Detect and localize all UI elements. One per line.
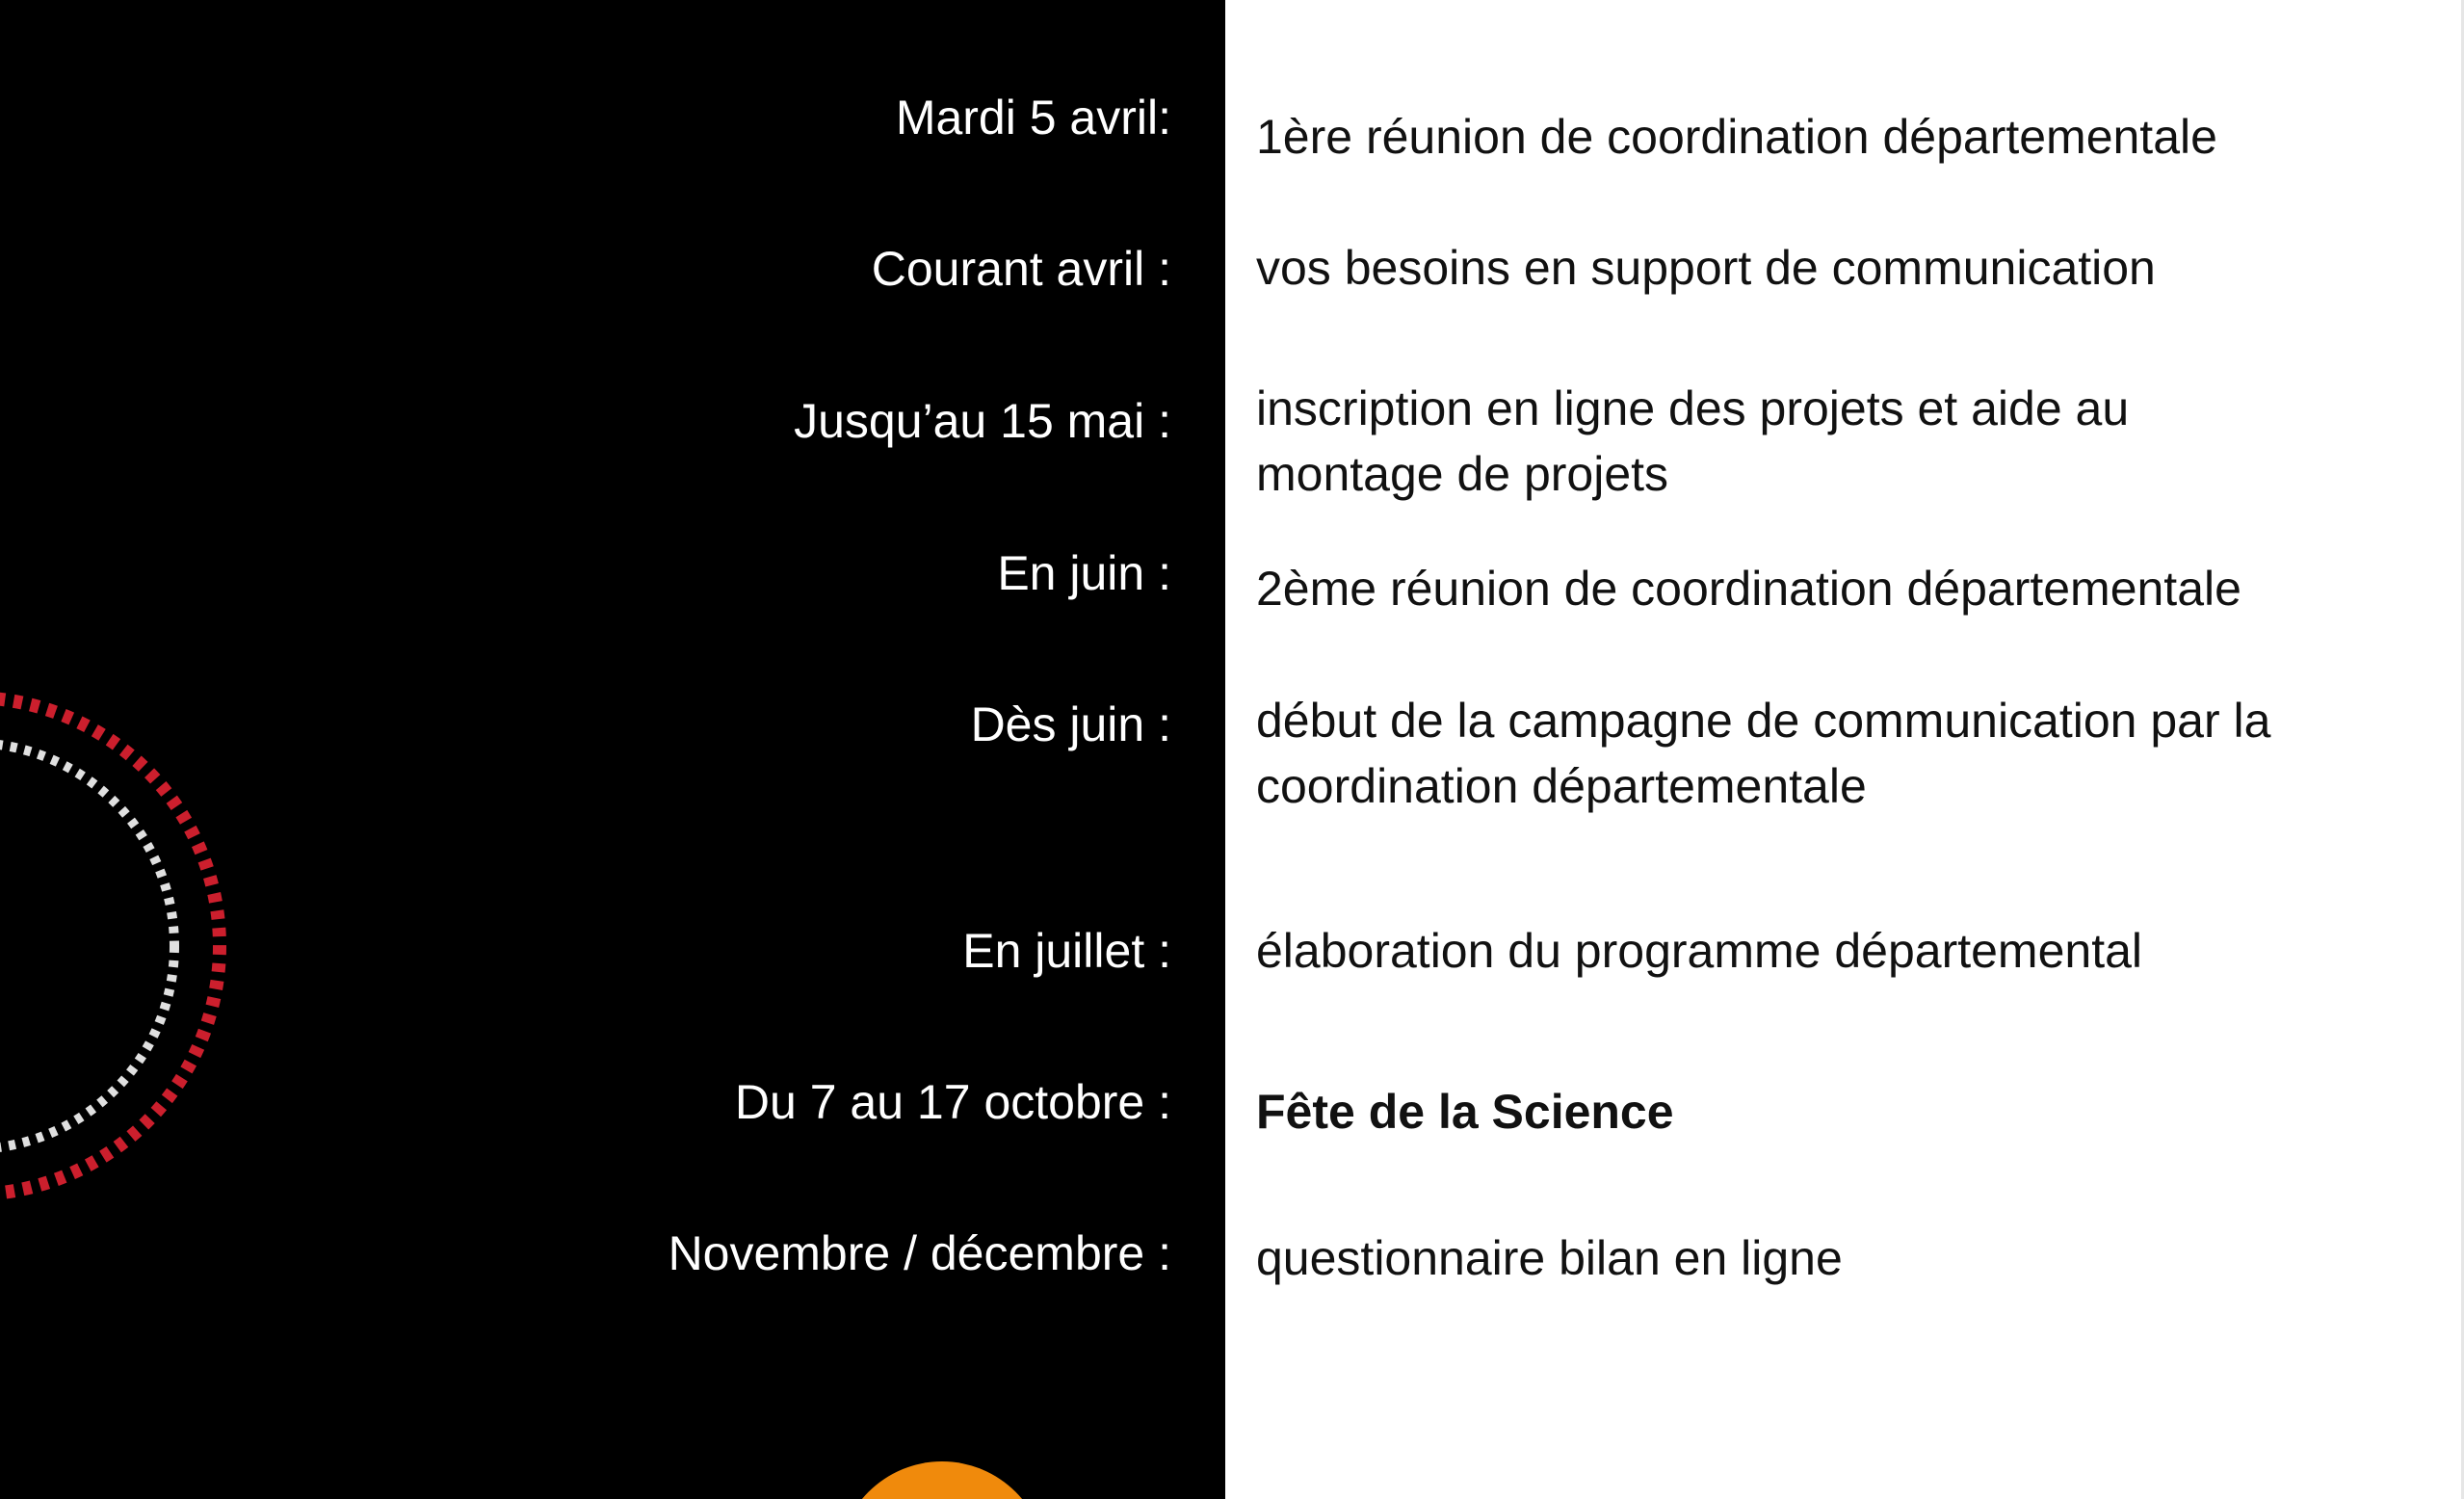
schedule-date: Du 7 au 17 octobre : xyxy=(734,1075,1171,1129)
schedule-description: questionnaire bilan en ligne xyxy=(1256,1231,1843,1285)
schedule-description: 2ème réunion de coordination départementale xyxy=(1256,562,2241,616)
schedule-description: 1ère réunion de coordination départementale xyxy=(1256,110,2217,164)
schedule-description: élaboration du programme départemental xyxy=(1256,924,2142,978)
schedule-date: Jusqu’au 15 mai : xyxy=(794,394,1171,448)
dashed-white-ring-icon xyxy=(0,743,174,1149)
schedule-date: Courant avril : xyxy=(871,242,1171,296)
schedule-date: Mardi 5 avril: xyxy=(895,91,1171,145)
schedule-date: Novembre / décembre : xyxy=(668,1226,1171,1280)
schedule-description: vos besoins en support de communication xyxy=(1256,241,2156,295)
schedule-description-highlight: Fête de la Science xyxy=(1256,1085,1674,1139)
schedule-date: Dès juin : xyxy=(970,697,1171,751)
schedule-description: inscription en ligne des projets et aide au montage de projets xyxy=(1256,381,2130,501)
dashed-red-ring-icon xyxy=(0,697,220,1195)
schedule-date: En juin : xyxy=(997,546,1171,600)
schedule-date: En juillet : xyxy=(962,924,1171,978)
schedule-description: début de la campagne de communication par la coordination départementale xyxy=(1256,694,2271,813)
orange-circle-icon xyxy=(838,1461,1046,1499)
